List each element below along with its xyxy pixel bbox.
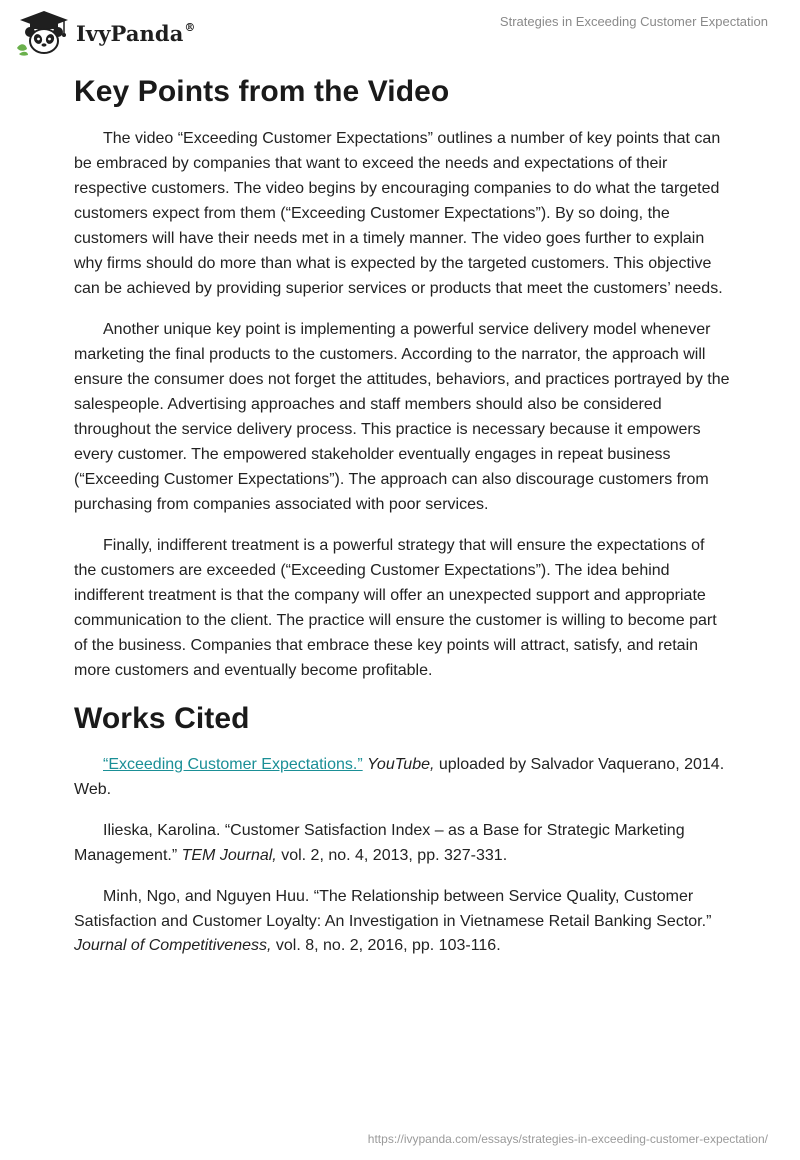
section-heading-works-cited: Works Cited	[74, 702, 250, 735]
logo-wordmark	[76, 21, 196, 46]
panda-graduate-icon	[14, 8, 70, 56]
citation-source: YouTube,	[367, 756, 435, 773]
registered-mark: ®	[184, 20, 196, 34]
citation-source: Journal of Competitiveness,	[74, 937, 272, 954]
section-heading-key-points: Key Points from the Video	[74, 75, 450, 108]
citation-1	[74, 753, 730, 802]
logo-text: IvyPanda	[76, 20, 184, 46]
ivypanda-logo[interactable]	[14, 8, 196, 56]
citation-lead: Ilieska, Karolina. “Customer Satisfaction Index – as a Base for Strategic Marketing Management.”	[74, 822, 685, 864]
document-title: Strategies in Exceeding Customer Expectation	[499, 14, 768, 29]
citation-details: uploaded by Salvador Vaquerano, 2014. Web.	[74, 756, 725, 798]
body-paragraph-1: The video “Exceeding Customer Expectations” outlines a number of key points that can be embraced by companies that want to exceed the needs and expectations of their respective customers. The video begins by encouraging companies to do what the targeted customers expect from them (“Exceeding Customer Expectations”). By so doing, the customers will have their needs met in a timely manner. The video goes further to explain why firms should do more than what is expected by the targeted customers. This objective can be achieved by providing superior services or products that meet the customers’ needs.	[74, 130, 723, 297]
citation-details: vol. 2, no. 4, 2013, pp. 327-331.	[276, 846, 508, 864]
page-header	[0, 0, 800, 60]
source-url[interactable]: https://ivypanda.com/essays/strategies-in-exceeding-customer-expectation/	[367, 1132, 768, 1146]
citation-details: vol. 8, no. 2, 2016, pp. 103-116.	[271, 937, 501, 954]
citation-link-video[interactable]: “Exceeding Customer Expectations.”	[103, 756, 363, 773]
citation-3	[74, 885, 730, 959]
body-paragraph-3: Finally, indifferent treatment is a powerful strategy that will ensure the expectations of the customers are exceeded (“Exceeding Customer Expectations”). The idea behind indifferent treatment is that the company will offer an unexpected support and appropriate communication to the client. The practice will ensure the customer is willing to become part of the business. Companies that embrace these key points will attract, satisfy, and retain more customers and eventually become profitable.	[74, 537, 717, 679]
citation-2	[74, 819, 730, 868]
citation-source: TEM Journal,	[181, 846, 277, 864]
essay-content	[74, 70, 730, 976]
body-paragraph-2: Another unique key point is implementing a powerful service delivery model whenever marketing the final products to the customers. According to the narrator, the approach will ensure the consumer does not forget the attitudes, behaviors, and practices portrayed by the salespeople. Advertising approaches and staff members should also be considered throughout the service delivery process. This practice is necessary because it empowers every customer. The empowered stakeholder eventually engages in repeat business (“Exceeding Customer Expectations”). The approach can also discourage customers from purchasing from companies associated with poor services.	[74, 321, 730, 513]
citation-lead: Minh, Ngo, and Nguyen Huu. “The Relationship between Service Quality, Customer Satisfaction and Customer Loyalty: An Investigation in Vietnamese Retail Banking Sector.”	[74, 888, 712, 930]
